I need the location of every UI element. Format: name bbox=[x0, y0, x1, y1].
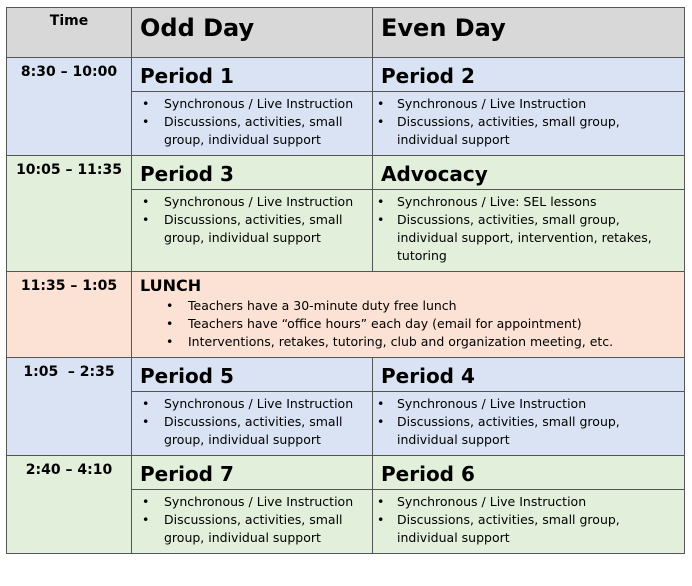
lunch-title: LUNCH bbox=[140, 276, 202, 295]
odd-period-details-5 bbox=[132, 490, 373, 554]
even-period-title-2: Advocacy bbox=[373, 156, 685, 190]
list-item: • Discussions, activities, small group, individual support bbox=[164, 113, 368, 149]
list-item: • Teachers have “office hours” each day (email for appointment) bbox=[188, 315, 684, 333]
list-item: • Synchronous / Live Instruction bbox=[397, 395, 680, 413]
even-period-title-1: Period 2 bbox=[373, 58, 685, 92]
even-period-title-4: Period 4 bbox=[373, 358, 685, 392]
list-item: • Discussions, activities, small group, individual support bbox=[164, 413, 368, 449]
list-item: • Synchronous / Live Instruction bbox=[164, 395, 368, 413]
odd-period-title-5: Period 7 bbox=[132, 456, 373, 490]
schedule-table bbox=[6, 7, 685, 554]
list-item: • Synchronous / Live Instruction bbox=[164, 193, 368, 211]
odd-period-details-1 bbox=[132, 92, 373, 156]
even-period-details-5 bbox=[373, 490, 685, 554]
list-item: • Synchronous / Live: SEL lessons bbox=[397, 193, 680, 211]
header-row bbox=[7, 8, 685, 58]
odd-period-title-1: Period 1 bbox=[132, 58, 373, 92]
list-item: • Discussions, activities, small group, individual support bbox=[397, 511, 680, 547]
time-slot-lunch: 11:35 – 1:05 bbox=[7, 272, 132, 358]
list-item: • Discussions, activities, small group, individual support bbox=[397, 413, 680, 449]
lunch-row bbox=[7, 272, 685, 358]
odd-period-title-2: Period 3 bbox=[132, 156, 373, 190]
even-period-title-5: Period 6 bbox=[373, 456, 685, 490]
time-slot-5: 2:40 – 4:10 bbox=[7, 456, 132, 554]
list-item: • Synchronous / Live Instruction bbox=[164, 95, 368, 113]
odd-day-header: Odd Day bbox=[132, 8, 373, 58]
even-period-details-2 bbox=[373, 190, 685, 272]
block-row-4 bbox=[7, 358, 685, 392]
time-slot-1: 8:30 – 10:00 bbox=[7, 58, 132, 156]
even-period-details-4 bbox=[373, 392, 685, 456]
list-item: • Synchronous / Live Instruction bbox=[397, 95, 680, 113]
list-item: • Interventions, retakes, tutoring, club and organization meeting, etc. bbox=[188, 333, 684, 351]
even-day-header: Even Day bbox=[373, 8, 685, 58]
block-row-1 bbox=[7, 58, 685, 92]
time-slot-4: 1:05 – 2:35 bbox=[7, 358, 132, 456]
block-row-5 bbox=[7, 456, 685, 490]
time-header: Time bbox=[7, 8, 132, 58]
odd-period-title-4: Period 5 bbox=[132, 358, 373, 392]
time-slot-2: 10:05 – 11:35 bbox=[7, 156, 132, 272]
list-item: • Synchronous / Live Instruction bbox=[164, 493, 368, 511]
lunch-cell bbox=[132, 272, 685, 358]
list-item: • Teachers have a 30-minute duty free lunch bbox=[188, 297, 684, 315]
even-period-details-1 bbox=[373, 92, 685, 156]
odd-period-details-4 bbox=[132, 392, 373, 456]
list-item: • Synchronous / Live Instruction bbox=[397, 493, 680, 511]
odd-period-details-2 bbox=[132, 190, 373, 272]
list-item: • Discussions, activities, small group, individual support bbox=[397, 113, 680, 149]
block-row-2 bbox=[7, 156, 685, 190]
list-item: • Discussions, activities, small group, individual support, intervention, retakes, tutoring bbox=[397, 211, 680, 265]
list-item: • Discussions, activities, small group, individual support bbox=[164, 511, 368, 547]
list-item: • Discussions, activities, small group, individual support bbox=[164, 211, 368, 247]
